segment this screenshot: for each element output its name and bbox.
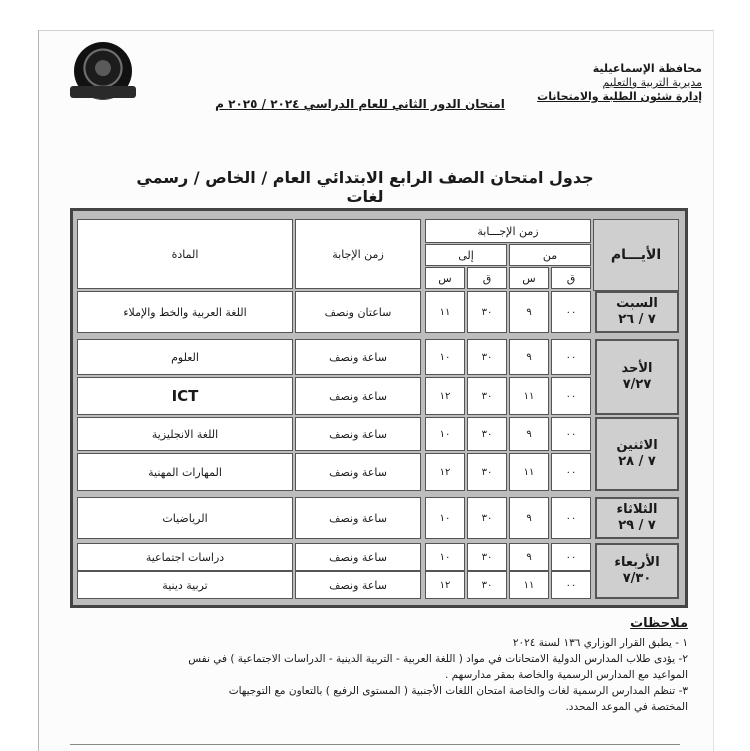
row-5-from-hour: ٩ [509,497,549,539]
row-1-subject: العلوم [77,339,293,375]
row-3-duration: ساعة ونصف [295,417,421,451]
row-6-subject: دراسات اجتماعية [77,543,293,571]
row-0-to-hour: ١١ [425,291,465,333]
row-5-subject: الرياضيات [77,497,293,539]
day-monday: الاثنين ٧ / ٢٨ [595,417,679,491]
row-7-to-hour: ١٢ [425,571,465,599]
header-block [482,62,702,104]
row-0-to-minute: ٣٠ [467,291,507,333]
row-0-from-hour: ٩ [509,291,549,333]
row-2-to-hour: ١٢ [425,377,465,415]
bottom-divider [70,744,680,745]
schedule-title: جدول امتحان الصف الرابع الابتدائي العام / الخاص / رسمي لغات [136,168,594,206]
directorate-name: مديرية التربية والتعليم [602,76,702,89]
row-4-from-minute: ٠٠ [551,453,591,491]
header-days: الأيـــام [593,219,679,291]
row-3-subject: اللغة الانجليزية [77,417,293,451]
day-sunday: الأحد ٧/٢٧ [595,339,679,415]
row-6-to-hour: ١٠ [425,543,465,571]
row-6-from-minute: ٠٠ [551,543,591,571]
day-wednesday: الأربعاء ٧/٣٠ [595,543,679,599]
administration-name: إدارة شئون الطلبة والامتحانات [537,90,702,103]
row-0-from-minute: ٠٠ [551,291,591,333]
row-5-from-minute: ٠٠ [551,497,591,539]
row-6-from-hour: ٩ [509,543,549,571]
row-1-to-hour: ١٠ [425,339,465,375]
row-7-subject: تربية دينية [77,571,293,599]
row-0-duration: ساعتان ونصف [295,291,421,333]
notes-title: ملاحظات [630,616,688,631]
note-1: ١ - يطبق القرار الوزاري ١٣٦ لسنة ٢٠٢٤ [512,637,688,649]
row-5-to-hour: ١٠ [425,497,465,539]
exam-title: امتحان الدور الثاني للعام الدراسي ٢٠٢٤ / ٢٠٢٥ م [215,97,505,111]
header-to-minute: ق [467,267,507,289]
header-subject: المادة [77,219,293,289]
row-3-to-minute: ٣٠ [467,417,507,451]
header-from: من [509,244,591,266]
row-7-to-minute: ٣٠ [467,571,507,599]
row-7-from-hour: ١١ [509,571,549,599]
row-1-from-hour: ٩ [509,339,549,375]
row-6-to-minute: ٣٠ [467,543,507,571]
row-4-duration: ساعة ونصف [295,453,421,491]
row-1-duration: ساعة ونصف [295,339,421,375]
row-4-subject: المهارات المهنية [77,453,293,491]
row-3-to-hour: ١٠ [425,417,465,451]
row-4-from-hour: ١١ [509,453,549,491]
day-tuesday: الثلاثاء ٧ / ٢٩ [595,497,679,539]
header-from-hour: س [509,267,549,289]
row-7-from-minute: ٠٠ [551,571,591,599]
row-1-from-minute: ٠٠ [551,339,591,375]
row-1-to-minute: ٣٠ [467,339,507,375]
row-4-to-hour: ١٢ [425,453,465,491]
header-to: إلى [425,244,507,266]
row-3-from-minute: ٠٠ [551,417,591,451]
row-7-duration: ساعة ونصف [295,571,421,599]
seal-ribbon [70,86,136,98]
row-2-from-minute: ٠٠ [551,377,591,415]
day-saturday: السبت ٧ / ٢٦ [595,291,679,333]
header-duration: زمن الإجابة [295,219,421,289]
header-from-minute: ق [551,267,591,289]
note-2-continued: المواعيد مع المدارس الرسمية والخاصة بمقر مدارسهم . [444,669,688,681]
row-5-to-minute: ٣٠ [467,497,507,539]
row-5-duration: ساعة ونصف [295,497,421,539]
note-3-continued: المختصة في الموعد المحدد. [565,701,688,713]
exam-schedule-table [70,208,688,608]
row-6-duration: ساعة ونصف [295,543,421,571]
row-2-subject: ICT [77,377,293,415]
row-3-from-hour: ٩ [509,417,549,451]
row-2-to-minute: ٣٠ [467,377,507,415]
notes-section [48,616,688,715]
note-3: ٣- تنظم المدارس الرسمية لغات والخاصة امتحان اللغات الأجنبية ( المستوى الرفيع ) بالتعاون مع التوجيهات [228,685,688,697]
row-2-duration: ساعة ونصف [295,377,421,415]
row-4-to-minute: ٣٠ [467,453,507,491]
header-to-hour: س [425,267,465,289]
row-2-from-hour: ١١ [509,377,549,415]
header-answer-time-group: زمن الإجـــابة [425,219,591,243]
row-0-subject: اللغة العربية والخط والإملاء [77,291,293,333]
governorate-name: محافظة الإسماعيلية [592,62,702,75]
note-2: ٢- يؤدى طلاب المدارس الدولية الامتحانات في مواد ( اللغة العربية - التربية الدينية - الدراسات الاجتماعية ) في نفس [188,653,688,665]
